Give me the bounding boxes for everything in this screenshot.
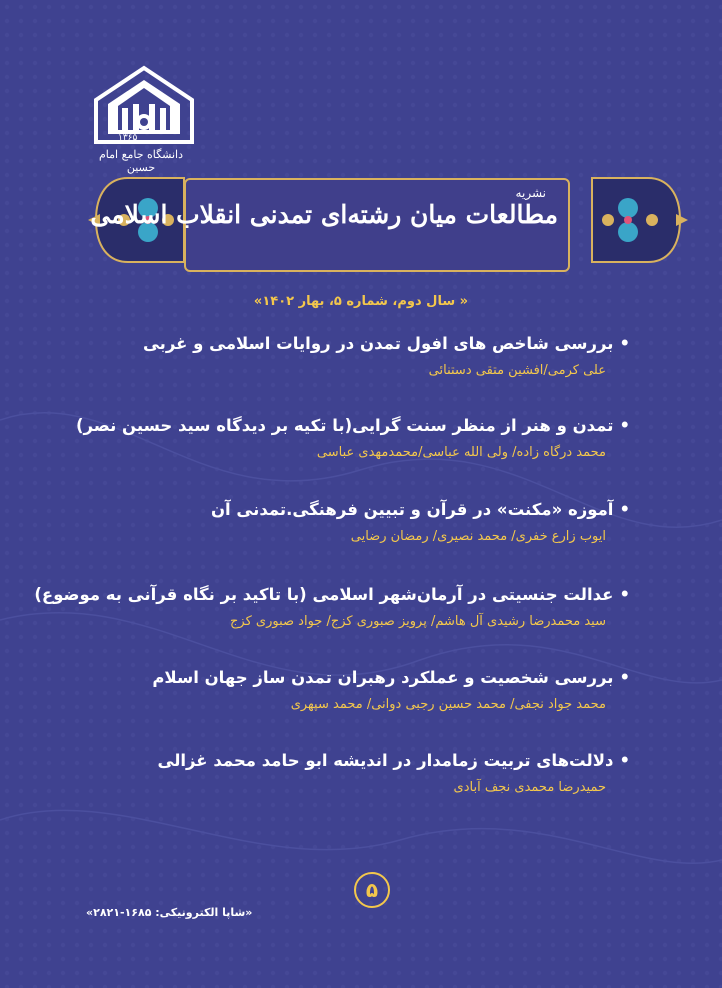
article-4 (34, 584, 630, 632)
journal-label: نشریه (515, 186, 546, 200)
bullet-icon: • (619, 416, 630, 435)
article-title[interactable]: •عدالت جنسیتی در آرمان‌شهر اسلامی (با تاکید بر نگاه قرآنی به موضوع) (34, 585, 630, 604)
article-1 (70, 333, 630, 381)
article-6 (70, 750, 630, 798)
university-name: دانشگاه جامع امام حسین (98, 148, 184, 174)
bullet-icon: • (619, 668, 630, 687)
bullet-icon: • (619, 585, 630, 604)
article-title[interactable]: •تمدن و هنر از منظر سنت گرایی(با تکیه بر دیدگاه سید حسین نصر) (76, 416, 630, 435)
bullet-icon: • (619, 334, 630, 353)
article-title[interactable]: •بررسی شخصیت و عملکرد رهبران تمدن ساز جهان اسلام (152, 668, 630, 687)
article-authors: ایوب زارع خفری/ محمد نصیری/ رمضان رضایی (350, 529, 606, 544)
article-authors: محمد درگاه زاده/ ولی الله عباسی/محمدمهدی عباسی (316, 445, 606, 460)
article-2 (70, 415, 630, 463)
article-title[interactable]: •دلالت‌های تربیت زمامدار در اندیشه ابو حامد محمد غزالی (157, 751, 630, 770)
university-year: ۱۳۶۵ (118, 133, 138, 143)
issue-number-badge: ۵ (354, 872, 390, 908)
article-authors: سید محمدرضا رشیدی آل هاشم/ پرویز صبوری کزج/ جواد صبوری کزج (230, 614, 606, 629)
article-title[interactable]: •بررسی شاخص های افول تمدن در روایات اسلامی و غربی (142, 334, 630, 353)
issn-text: «شاپا الکترونیکی: ۱۶۸۵-۲۸۲۱» (86, 906, 253, 919)
article-title[interactable]: •آموزه «مکنت» در قرآن و تبیین فرهنگی.تمدنی آن (210, 500, 630, 519)
article-authors: محمد جواد نجفی/ محمد حسین رجبی دوانی/ محمد سپهری (290, 697, 606, 712)
article-3 (70, 499, 630, 547)
issue-line: « سال دوم، شماره ۵، بهار ۱۴۰۲» (253, 294, 469, 309)
article-5 (70, 667, 630, 715)
journal-title: مطالعات میان رشته‌ای تمدنی انقلاب اسلامی (90, 200, 558, 229)
bullet-icon: • (619, 500, 630, 519)
article-authors: حمیدرضا محمدی نجف آبادی (453, 780, 606, 795)
bullet-icon: • (619, 751, 630, 770)
article-authors: علی کرمی/افشین متقی دستنائی (428, 363, 606, 378)
